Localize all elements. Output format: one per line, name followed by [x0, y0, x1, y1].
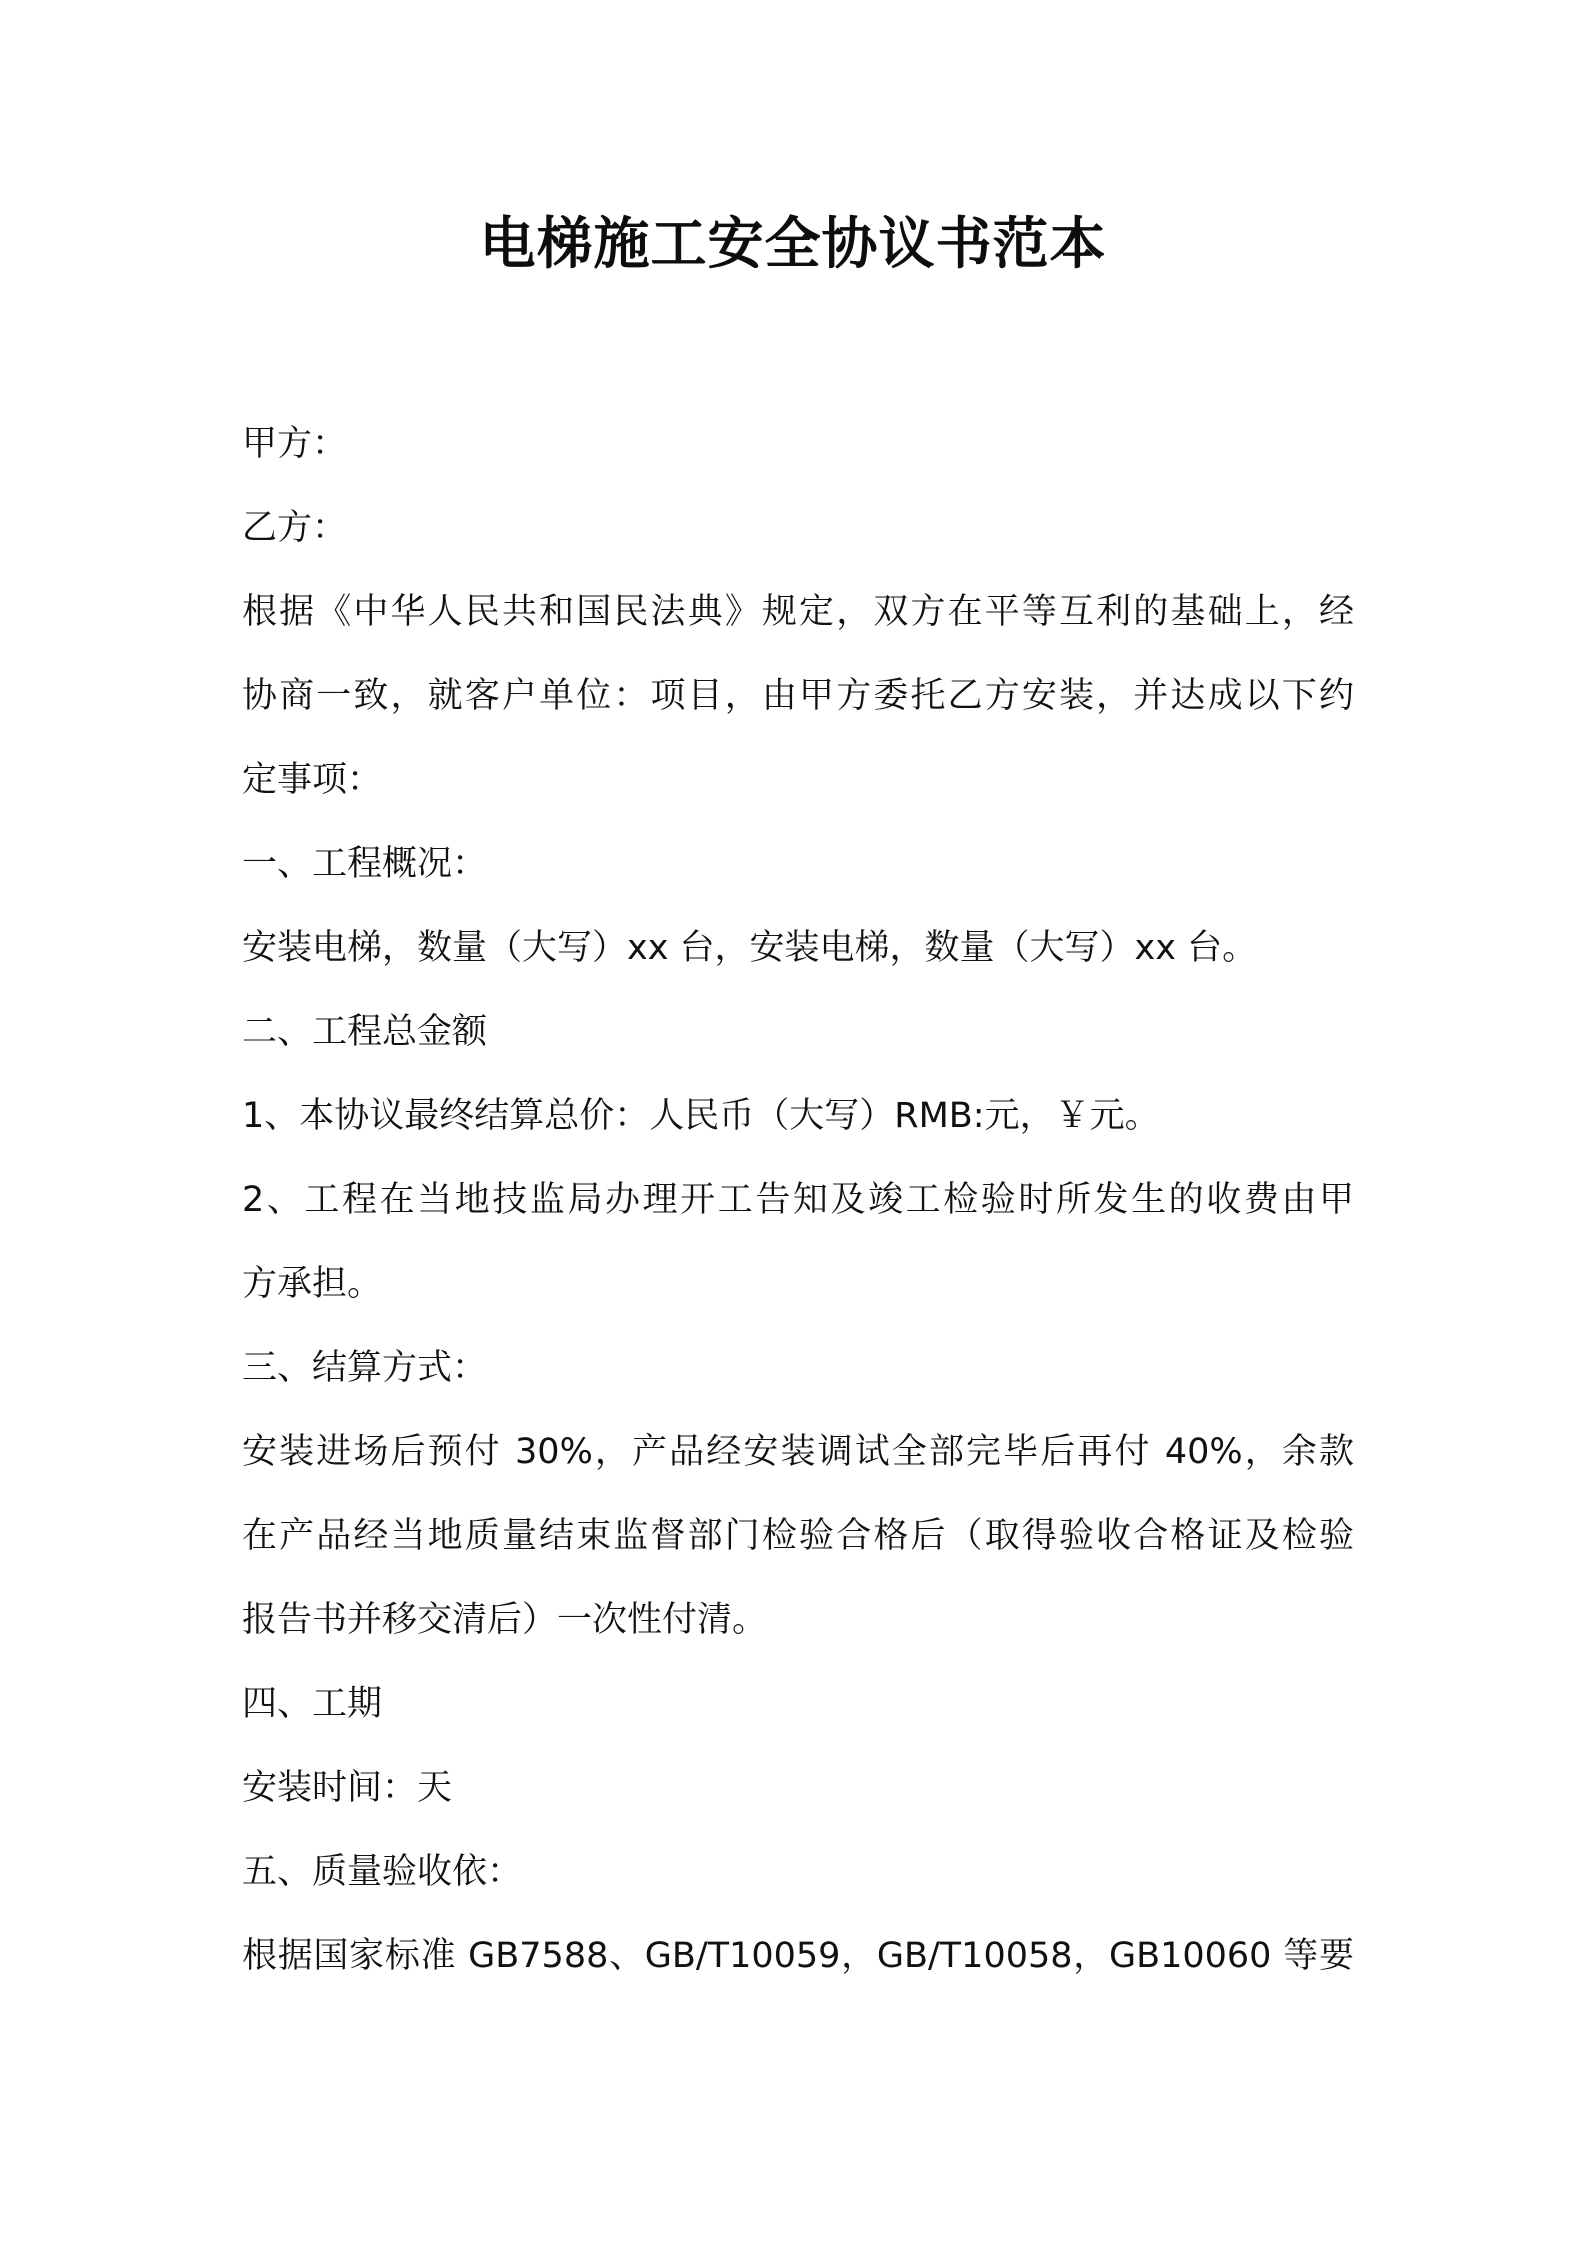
party-a-line: 甲方： [242, 424, 348, 464]
paragraph-line: 在产品经当地质量结束监督部门检验合格后（取得验收合格证及检验 [242, 1516, 1354, 1556]
section-heading-4: 四、工期 [242, 1684, 383, 1724]
paragraph-line: 1、本协议最终结算总价：人民币（大写）RMB:元，￥元。 [242, 1096, 1160, 1136]
party-b-line: 乙方： [242, 508, 348, 548]
section-heading-3: 三、结算方式： [242, 1348, 488, 1388]
paragraph-line: 报告书并移交清后）一次性付清。 [242, 1600, 768, 1640]
paragraph-line: 安装时间：天 [242, 1768, 453, 1808]
document-title: 电梯施工安全协议书范本 [479, 212, 1107, 277]
paragraph-line: 根据国家标准 GB7588、GB/T10059，GB/T10058，GB10060 等要 [242, 1936, 1354, 1976]
paragraph-line: 根据《中华人民共和国民法典》规定，双方在平等互利的基础上，经 [242, 592, 1354, 632]
paragraph-line: 2、工程在当地技监局办理开工告知及竣工检验时所发生的收费由甲 [242, 1180, 1354, 1220]
paragraph-line: 方承担。 [242, 1264, 383, 1304]
section-heading-1: 一、工程概况： [242, 844, 488, 884]
section-heading-5: 五、质量验收依： [242, 1852, 523, 1892]
paragraph-line: 安装进场后预付 30%，产品经安装调试全部完毕后再付 40%，余款 [242, 1432, 1354, 1472]
paragraph-line: 定事项： [242, 760, 383, 800]
paragraph-line: 协商一致，就客户单位：项目，由甲方委托乙方安装，并达成以下约 [242, 676, 1354, 716]
paragraph-line: 安装电梯，数量（大写）xx 台，安装电梯，数量（大写）xx 台。 [242, 928, 1258, 968]
section-heading-2: 二、工程总金额 [242, 1012, 488, 1052]
document-body [242, 402, 1354, 1998]
